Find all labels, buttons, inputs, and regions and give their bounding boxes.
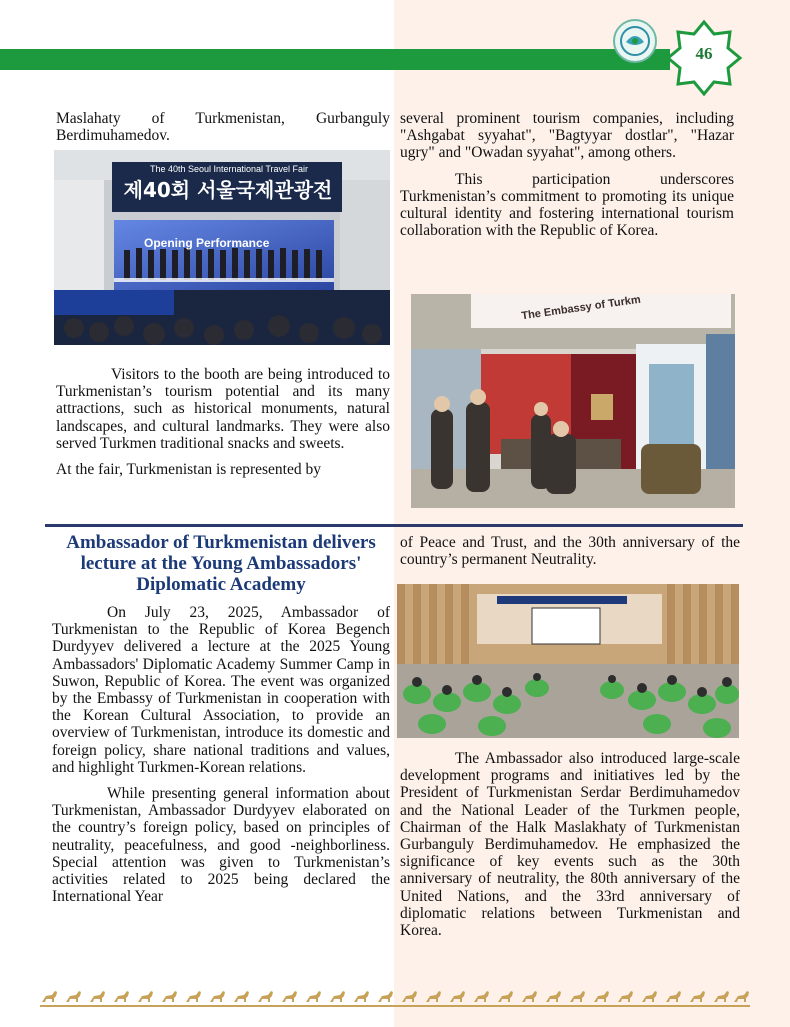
page-number: 46: [695, 44, 713, 63]
article-paragraph-3: of Peace and Trust, and the 30th anniversary of the country’s permanent Neutrality.: [400, 534, 740, 569]
article-right-bottom: [400, 750, 740, 939]
banner-korean-title: 제40회 서울국제관광전: [123, 178, 333, 202]
photo-embassy-booth: [411, 294, 735, 508]
booth-sign-text: The Embassy of Turkm: [520, 294, 642, 323]
paragraph-companies: several prominent tourism companies, including "Ashgabat syyahat", "Bagtyyar dostlar", "Hazar ugry" and "Owadan syyahat", among others.: [400, 110, 734, 162]
article-paragraph-1: On July 23, 2025, Ambassador of Turkmenistan to the Republic of Korea Begench Durdyyev delivered a lecture at the 2025 Young Ambassadors' Diplomatic Academy Summer Camp in Suwon, Republic of Korea. The event was organized by the Embassy of Turkmenistan in cooperation with the Korean Cultural Association, to provide an overview of Turkmenistan, introduce its domestic and foreign policy, share national traditions and values, and highlight Turkmen-Korean relations.: [52, 604, 390, 776]
article-paragraph-4: The Ambassador also introduced large-scale development programs and initiatives led by the President of Turkmenistan Serdar Berdimuhamedov and the National Leader of the Turkmen people, Chairman of the Halk Maslakhaty of Turkmenistan Gurbanguly Berdimuhamedov. He emphasized the significance of key events such as the 30th anniversary of neutrality, the 80th anniversary of the United Nations, and the 33rd anniversary of diplomatic relations between Turkmenistan and Korea.: [400, 750, 740, 940]
photo-travel-fair-opening: [54, 150, 390, 345]
header-green-bar: [0, 49, 670, 70]
paragraph-fair: At the fair, Turkmenistan is represented by: [56, 461, 321, 479]
banner-subtitle: The 40th Seoul International Travel Fair: [149, 164, 309, 174]
left-column-middle: [56, 366, 390, 478]
paragraph-participation: This participation underscores Turkmenistan’s commitment to promoting its unique cultural identity and fostering international tourism collaboration with the Republic of Korea.: [400, 170, 734, 240]
article-left-column: [52, 604, 390, 905]
footer-horse-ornament-icon: [40, 988, 750, 1008]
left-column-top: [56, 110, 390, 144]
stage-screen-text: Opening Performance: [144, 236, 270, 250]
article-headline: Ambassador of Turkmenistan delivers lecture at the Young Ambassadors' Diplomatic Academy: [66, 532, 376, 595]
paragraph-continuation: Maslahaty of Turkmenistan, Gurbanguly Berdimuhamedov.: [56, 110, 390, 145]
paragraph-visitors: Visitors to the booth are being introduced to Turkmenistan’s tourism potential and its many attractions, such as historical monuments, natural landscapes, and cultural landmarks. They were also served Turkmen traditional snacks and sweets.: [56, 366, 390, 452]
section-divider: [45, 524, 743, 527]
article-right-top: [400, 534, 740, 568]
photo-lecture-hall: [397, 584, 739, 738]
right-column-top: [400, 110, 734, 239]
embassy-booth-illustration: [411, 294, 735, 508]
emblem-logo-icon: [612, 18, 658, 64]
article-paragraph-2: While presenting general information about Turkmenistan, Ambassador Durdyyev elaborated on the country’s foreign policy, based on principles of neutrality, peacefulness, and good -neighborliness. Special attention was given to Turkmenistan’s activities related to 2025 being declared the International Year: [52, 785, 390, 906]
lecture-hall-illustration: [397, 584, 739, 738]
